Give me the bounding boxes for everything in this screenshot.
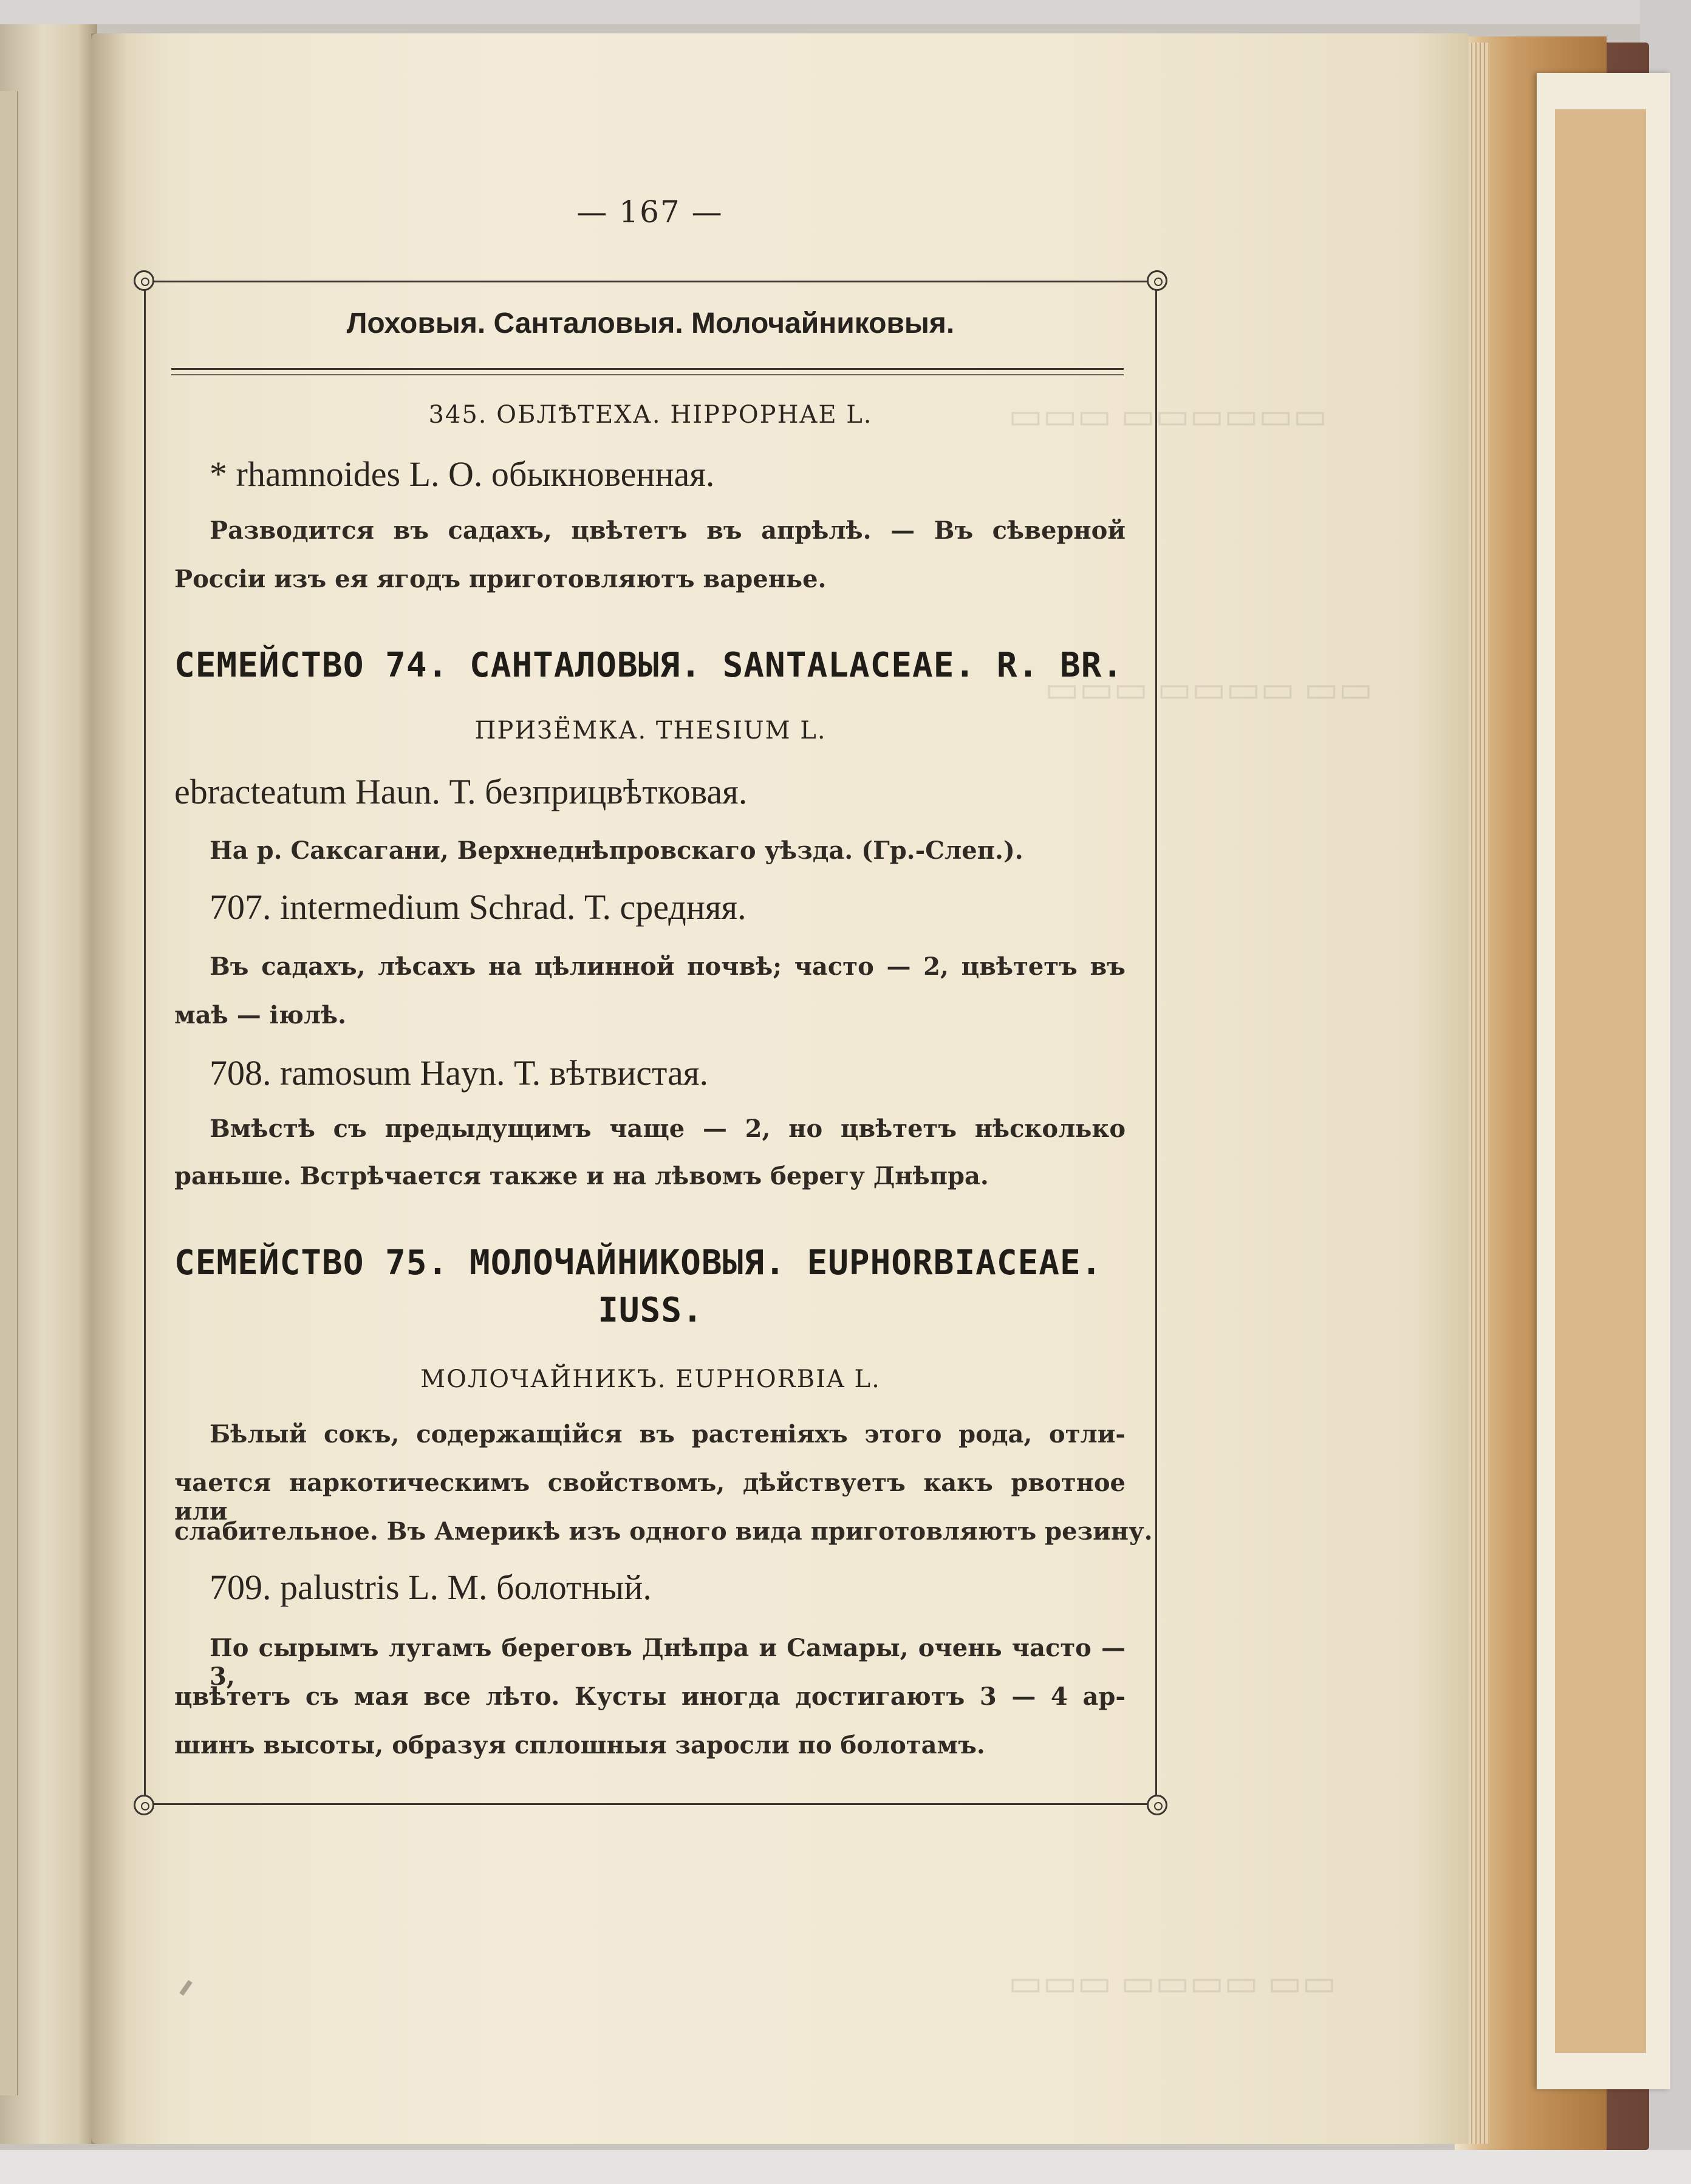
bleed-through-text: ▭▭▭ ▭▭▭▭▭▭ (1008, 396, 1328, 436)
species-entry: * rhamnoides L. О. обыкновенная. (210, 454, 715, 494)
species-entry: 707. intermedium Schrad. Т. средняя. (210, 887, 746, 927)
scanner-bed-bottom (0, 2150, 1691, 2184)
frame-corner-ornament (1147, 270, 1167, 291)
left-page-frame (0, 91, 18, 2095)
species-description: Вмѣстѣ съ предыдущимъ чаще — 2, но цвѣтетъ нѣсколько (210, 1114, 1126, 1143)
bleed-through-text: ▭▭▭ ▭▭▭▭ ▭▭ (1008, 1963, 1337, 2003)
species-description: На р. Саксагани, Верхнеднѣпровскаго уѣзда. (Гр.-Слеп.). (210, 836, 1023, 865)
species-description: маѣ — іюлѣ. (174, 1001, 347, 1029)
species-entry: 709. palustris L. М. болотный. (210, 1568, 652, 1607)
species-description: раньше. Встрѣчается также и на лѣвомъ берегу Днѣпра. (174, 1162, 989, 1190)
family-heading-continuation: IUSS. (598, 1291, 703, 1330)
loose-sheet-back (1555, 109, 1646, 2053)
scanner-bed-top (0, 0, 1691, 24)
bleed-through-text: ▭▭▭ ▭▭▭▭ ▭▭ (1045, 669, 1373, 709)
frame-corner-ornament (134, 1795, 154, 1815)
species-description: По сырымъ лугамъ береговъ Днѣпра и Самары, очень часто — 3, (210, 1634, 1126, 1691)
genus-heading: МОЛОЧАЙНИКЪ. EUPHORBIA L. (420, 1365, 881, 1393)
species-description: Разводится въ садахъ, цвѣтетъ въ апрѣлѣ. — Въ сѣверной (210, 516, 1126, 545)
page-gutter-shadow (91, 33, 128, 2144)
species-description: цвѣтетъ съ мая все лѣто. Кусты иногда достигаютъ 3 — 4 ар- (174, 1682, 1126, 1711)
page-number: — 167 — (576, 194, 723, 230)
species-description: Въ садахъ, лѣсахъ на цѣлинной почвѣ; часто — 2, цвѣтетъ въ (210, 952, 1126, 981)
running-header: Лоховыя. Санталовыя. Молочайниковыя. (346, 307, 955, 340)
species-description: Россіи изъ ея ягодъ приготовляютъ варенье. (174, 565, 827, 593)
genus-heading: ПРИЗЁМКА. THESIUM L. (474, 717, 827, 745)
family-heading: СЕМЕЙСТВО 74. САНТАЛОВЫЯ. SANTALACEAE. R. BR. (174, 646, 1124, 685)
genus-description: Бѣлый сокъ, содержащійся въ растеніяхъ этого рода, отли- (210, 1420, 1126, 1449)
genus-description: слабительное. Въ Америкѣ изъ одного вида приготовляютъ резину. (174, 1517, 1153, 1546)
genus-heading: 345. ОБЛѢТЕХА. HIPPOPHAE L. (428, 401, 873, 429)
family-heading: СЕМЕЙСТВО 75. МОЛОЧАЙНИКОВЫЯ. EUPHORBIACEAE. (174, 1243, 1102, 1283)
frame-corner-ornament (1147, 1795, 1167, 1815)
left-page-edge (0, 24, 97, 2144)
species-entry: 708. ramosum Hayn. Т. вѣтвистая. (210, 1053, 708, 1093)
species-description: шинъ высоты, образуя сплошныя заросли по болотамъ. (174, 1731, 985, 1759)
species-entry: ebracteatum Haun. Т. безприцвѣтковая. (174, 772, 748, 811)
frame-corner-ornament (134, 270, 154, 291)
header-rule-thin (171, 374, 1124, 375)
header-rule (171, 368, 1124, 370)
genus-description: чается наркотическимъ свойствомъ, дѣйствуетъ какъ рвотное или (174, 1469, 1126, 1526)
